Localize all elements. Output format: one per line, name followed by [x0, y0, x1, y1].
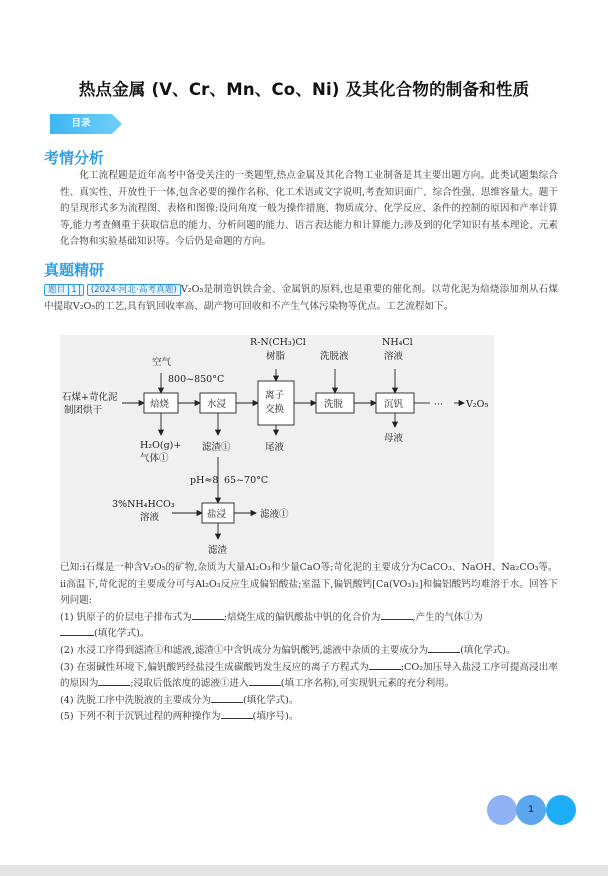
answer-blank-3a[interactable] — [369, 660, 401, 670]
toc-button-label[interactable]: 目录 — [71, 118, 91, 129]
footer-bar — [0, 865, 608, 876]
q1-part-b: ;焙烧生成的偏钒酸盐中钒的化合价为 — [223, 611, 381, 623]
precip-label: 沉钒 — [384, 399, 404, 410]
feed-line1: 石煤+苛化泥 — [62, 392, 118, 403]
q3-part-b: ;CO₂加压导入盐浸工序可提高浸出率的原因为 — [60, 661, 558, 690]
answer-blank-2[interactable] — [428, 643, 460, 653]
gas-line1: H₂O(g)+ — [140, 440, 182, 451]
leach-label: 水浸 — [207, 399, 227, 410]
answer-blank-1c[interactable] — [60, 626, 94, 636]
section-heading-analysis: 考情分析 — [44, 149, 105, 167]
exchange-line2: 交换 — [265, 404, 285, 415]
answer-blank-1b[interactable] — [381, 610, 413, 620]
temp1-label: 800~850°C — [168, 374, 225, 385]
air-label: 空气 — [152, 357, 172, 368]
questions-block — [60, 560, 558, 726]
cond-ph: pH≈8 — [190, 475, 219, 486]
question-2 — [60, 643, 558, 660]
q2-part-a: (2) 水浸工序得到滤渣①和滤液,滤渣①中含钒成分为偏钒酸钙,滤液中杂质的主要成分为 — [60, 644, 429, 656]
analysis-paragraph — [60, 168, 558, 251]
question-intro — [44, 282, 558, 315]
residue-label: 滤渣 — [208, 545, 228, 556]
q4-part-a: (4) 洗脱工序中洗脱液的主要成分为 — [60, 694, 211, 706]
q5-part-a: (5) 下列不利于沉钒过程的两种操作为 — [60, 711, 221, 723]
q3-part-c: ;浸取后低浓度的滤液①进入 — [130, 678, 249, 690]
tag-label: 题目 — [48, 285, 66, 295]
q2-part-b: (填化学式)。 — [460, 644, 516, 656]
saltleach-label: 盐浸 — [207, 509, 227, 520]
intro-text: V₂O₅是制造钒铁合金、金属钒的原料,也是重要的催化剂。以苛化泥为焙烧添加剂从石煤中提取V₂O₅的工艺,具有钒回收率高、副产物可回收和不产生气体污染物等优点。工艺流程如下。 — [44, 284, 558, 312]
q5-part-b: (填序号)。 — [252, 711, 299, 723]
page-circle-left-icon — [487, 795, 517, 825]
question-4 — [60, 693, 558, 710]
q1-part-c: ,产生的气体①为 — [412, 611, 483, 623]
known-ii: ⅱ高温下,苛化泥的主要成分可与Al₂O₃反应生成偏铝酸盐;室温下,偏钒酸钙[Ca(VO₃)₂]和偏铝酸钙均难溶于水。回答下列问题: — [60, 578, 558, 607]
section-heading-exam: 真题精研 — [44, 261, 105, 279]
q1-part-d: (填化学式)。 — [94, 628, 150, 640]
tag-number: 1 — [68, 284, 79, 296]
answer-blank-3c[interactable] — [249, 676, 281, 686]
cond-temp: 65~70°C — [224, 475, 269, 486]
process-flow-diagram — [60, 335, 494, 562]
exchange-line1: 离子 — [265, 390, 285, 401]
question-1 — [60, 610, 558, 643]
dots-label: ··· — [434, 399, 444, 410]
answer-blank-5[interactable] — [221, 709, 253, 719]
q3-part-a: (3) 在弱碱性环境下,偏钒酸钙经盐浸生成碳酸钙发生反应的离子方程式为 — [60, 661, 369, 673]
source-tag: (2024·河北·高考真题) — [87, 284, 181, 296]
question-3 — [60, 660, 558, 693]
bicarb-line1: 3%NH₄HCO₃ — [112, 499, 175, 510]
question-5 — [60, 709, 558, 726]
eluent-label: 洗脱液 — [320, 351, 349, 362]
elute-label: 洗脱 — [324, 399, 344, 410]
feed-line2: 制团烘干 — [64, 405, 103, 416]
resin-line2: 树脂 — [266, 351, 286, 362]
resin-line1: R-N(CH₃)Cl — [250, 337, 306, 348]
residue1-label: 滤渣① — [202, 442, 231, 453]
answer-blank-4[interactable] — [211, 693, 243, 703]
page-circle-right-icon — [546, 795, 576, 825]
product-label: V₂O₅ — [466, 399, 489, 410]
bicarb-line2: 溶液 — [140, 512, 160, 523]
analysis-text: 化工流程题是近年高考中备受关注的一类题型,热点金属及其化合物工业制备是其主要出题方向。此类试题集综合性、真实性、开放性于一体,包含必要的操作名称、化工术语或文字说明,考查知识面广、综合性强、思维容量大。题干的呈现形式多为流程图、表格和图像;设问角度一般为操作措施、物质成分、化学反应、条件的控制的原因和产率计算等,能力考查侧重于获取信息的能力、分析问题的能力、语言表达能力和计算能力;涉及到的化学知识有基本理论、元素化合物和实验基础知识等。今后仍是命题的方向。 — [60, 170, 558, 248]
question-tag — [44, 284, 84, 296]
page-number: 1 — [516, 795, 546, 825]
answer-blank-1a[interactable] — [192, 610, 224, 620]
page-title: 热点金属 (V、Cr、Mn、Co、Ni) 及其化合物的制备和性质 — [78, 80, 530, 99]
filtrate1-label: 滤液① — [260, 509, 289, 520]
mother-label: 母液 — [384, 433, 404, 444]
q3-part-d: (填工序名称),可实现钒元素的充分利用。 — [280, 678, 455, 690]
answer-blank-3b[interactable] — [98, 676, 130, 686]
known-i: 已知:ⅰ石煤是一种含V₂O₅的矿物,杂质为大量Al₂O₃和少量CaO等;苛化泥的主要成分为CaCO₃、NaOH、Na₂CO₃等。 — [60, 562, 558, 573]
nh4cl-line2: 溶液 — [384, 351, 404, 362]
exchange-box — [258, 381, 294, 425]
q4-part-b: (填化学式)。 — [242, 694, 299, 706]
nh4cl-line1: NH₄Cl — [382, 337, 413, 348]
tail-label: 尾液 — [265, 442, 285, 453]
gas-line2: 气体① — [140, 453, 169, 464]
q1-part-a: (1) 钒原子的价层电子排布式为 — [60, 611, 192, 623]
roast-label: 焙烧 — [150, 399, 170, 410]
